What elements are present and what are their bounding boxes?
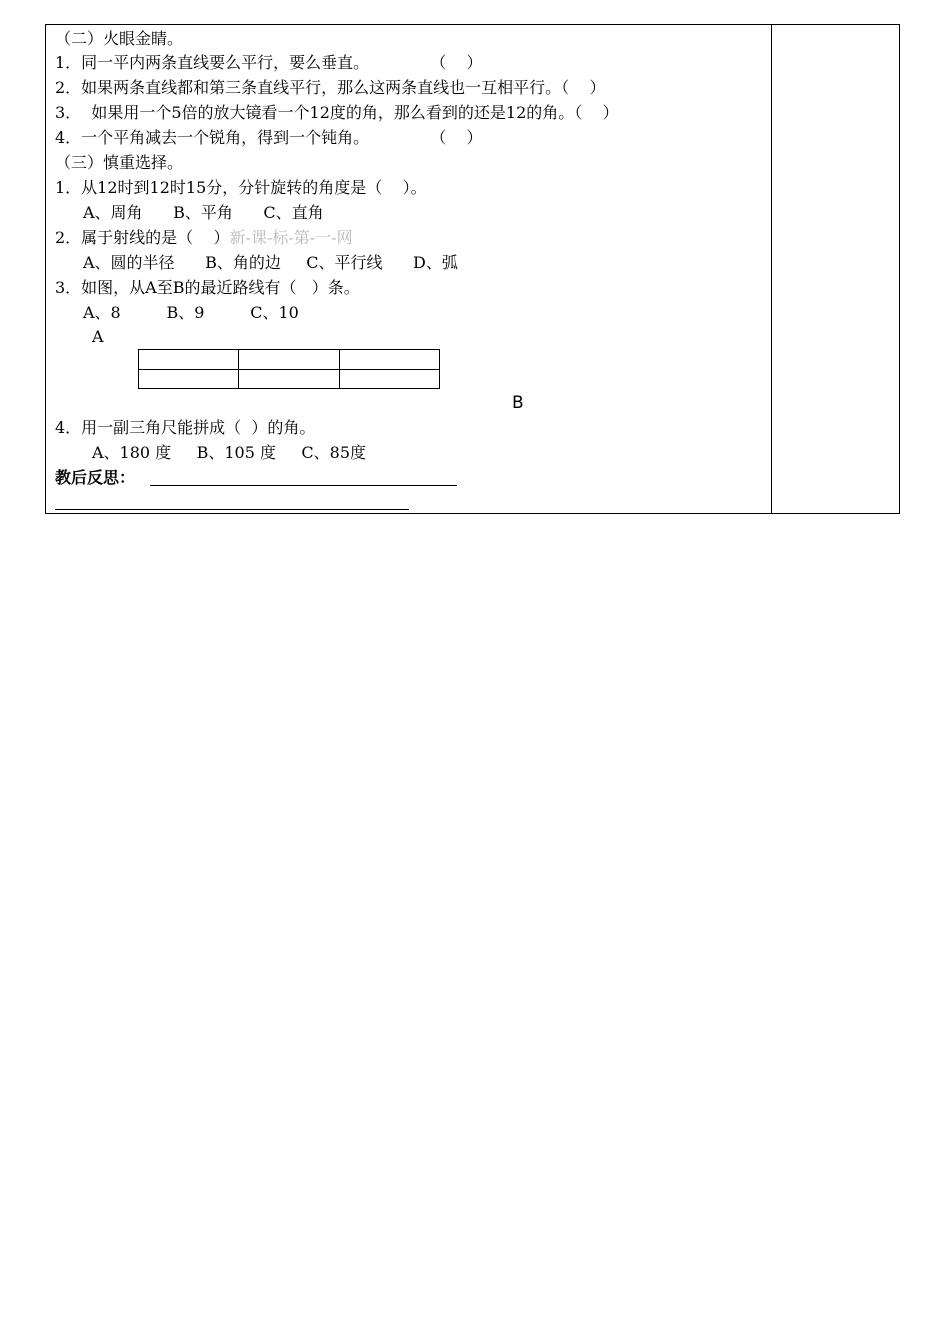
q1-text: 1．从12时到12时15分，分针旋转的角度是（ ）。 xyxy=(55,178,427,197)
section2-item-3: 3． 如果用一个5倍的放大镜看一个12度的角，那么看到的还是12的角。（ ） xyxy=(55,103,619,122)
q2-line xyxy=(55,228,353,248)
grid-row xyxy=(139,369,440,389)
grid-row xyxy=(139,350,440,370)
grid-cell xyxy=(239,350,339,370)
q2-text: 2．属于射线的是（ ） xyxy=(55,228,230,247)
grid-cell xyxy=(239,369,339,389)
point-a-label: A xyxy=(92,327,104,346)
q4-text: 4．用一副三角尺能拼成（ ）的角。 xyxy=(55,418,316,437)
route-grid xyxy=(138,349,440,389)
column-divider xyxy=(771,24,772,514)
grid-cell xyxy=(339,350,439,370)
reflection-underline-2 xyxy=(55,509,409,510)
grid-cell xyxy=(139,350,239,370)
q3-text: 3．如图，从A至B的最近路线有（ ）条。 xyxy=(55,278,360,297)
q4-options: A、180 度 B、105 度 C、85度 xyxy=(92,443,367,462)
grid-cell xyxy=(339,369,439,389)
section2-item-1: 1．同一平内两条直线要么平行，要么垂直。 （ ） xyxy=(55,53,483,72)
section3-heading: （三）慎重选择。 xyxy=(55,153,184,172)
section2-item-4: 4．一个平角减去一个锐角，得到一个钝角。 （ ） xyxy=(55,128,483,147)
q3-options: A、8 B、9 C、10 xyxy=(83,303,299,322)
q2-options: A、圆的半径 B、角的边 C、平行线 D、弧 xyxy=(83,253,458,272)
point-b-label: B xyxy=(512,393,524,413)
reflection-label: 教后反思： xyxy=(55,468,136,487)
q1-options: A、周角 B、平角 C、直角 xyxy=(83,203,324,222)
section2-heading: （二）火眼金睛。 xyxy=(55,29,184,48)
grid-cell xyxy=(139,369,239,389)
section2-item-2: 2．如果两条直线都和第三条直线平行，那么这两条直线也一互相平行。（ ） xyxy=(55,78,606,97)
reflection-underline-1 xyxy=(150,485,457,486)
watermark-text: 新-课-标-第-一-网 xyxy=(229,228,353,247)
